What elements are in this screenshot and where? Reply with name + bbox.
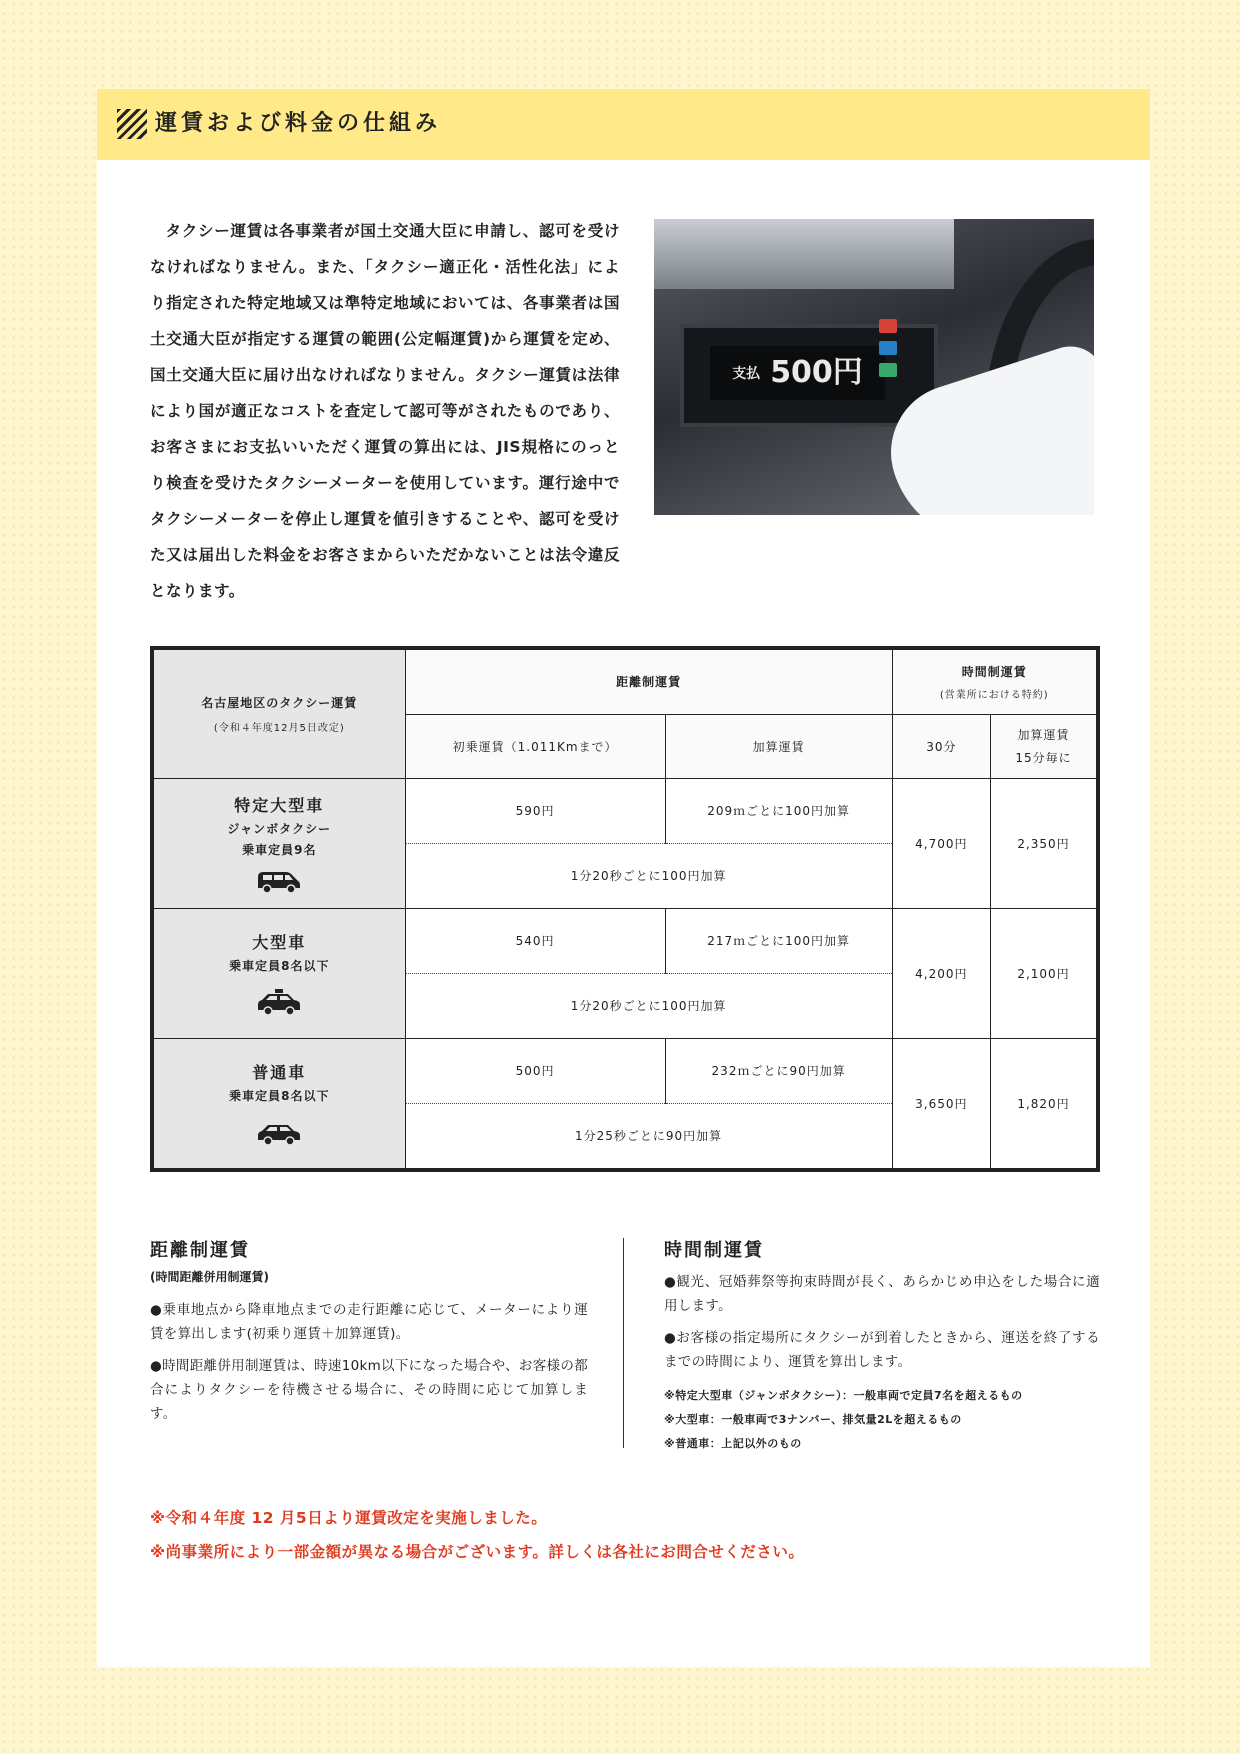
taxi-meter-photo (654, 219, 1094, 515)
initial-fare: 500円 (405, 1038, 665, 1103)
vehicle-note: ※特定大型車（ジャンボタクシー）：一般車両で定員7名を超えるもの (664, 1389, 1023, 1402)
meter-button-green (879, 363, 897, 377)
time-additional-fare: 1分20秒ごとに100円加算 (405, 843, 892, 908)
additional-fare: 232ｍごとに90円加算 (665, 1038, 892, 1103)
time-fare-header-sub: (営業所における特約) (939, 689, 1049, 701)
time-paragraph-1: ●観光、冠婚葬祭等拘束時間が長く、あらかじめ申込をした場合に適用します。 (664, 1274, 1100, 1314)
fare-15min: 2,100円 (991, 908, 1098, 1038)
meter-label: 支払 (732, 365, 761, 382)
vehicle-sub: ジャンボタクシー (227, 821, 332, 836)
sedan-icon (256, 1122, 302, 1146)
col-15min-line2: 15分毎に (1015, 751, 1072, 766)
table-row (152, 908, 1098, 973)
vehicle-category (152, 1038, 405, 1170)
section-divider (623, 1238, 624, 1448)
col-30min: 30分 (892, 714, 990, 778)
time-fare-header-title: 時間制運賃 (961, 664, 1027, 679)
time-fare-header (892, 648, 1098, 714)
fare-15min: 2,350円 (991, 778, 1098, 908)
meter-value: 500円 (770, 355, 863, 390)
intro-paragraph: タクシー運賃は各事業者が国土交通大臣に申請し、認可を受けなければなりません。また、「タクシー適正化・活性化法」により指定された特定地域又は準特定地域においては、各事業者は国土交通大臣が指定する運賃の範囲(公定幅運賃)から運賃を定め、国土交通大臣に届け出なければなりません。タクシー運賃は法律により国が適正なコストを査定して認可等がされたものであり、お客さまにお支払いいただく運賃の算出には、JIS規格にのっとり検査を受けたタクシーメーターを使用しています。運行途中でタクシーメーターを停止し運賃を値引きすることや、認可を受けた又は届出した料金をお客さまからいただかないことは法令違反となります。 (150, 222, 620, 600)
vehicle-category (152, 908, 405, 1038)
vehicle-capacity: 乗車定員9名 (242, 842, 317, 857)
col-initial-fare: 初乗運賃（1.011Kmまで） (405, 714, 665, 778)
time-additional-fare: 1分25秒ごとに90円加算 (405, 1103, 892, 1170)
vehicle-category (152, 778, 405, 908)
taxi-icon (256, 988, 302, 1016)
initial-fare: 540円 (405, 908, 665, 973)
navigation-screen (654, 219, 954, 289)
fare-30min: 4,700円 (892, 778, 990, 908)
section-header (97, 89, 1150, 160)
table-corner (152, 648, 405, 778)
table-row (152, 1038, 1098, 1103)
additional-fare: 217ｍごとに100円加算 (665, 908, 892, 973)
distance-section-title: 距離制運賃 (150, 1240, 250, 1261)
vehicle-name: 普通車 (252, 1063, 307, 1083)
fare-30min: 3,650円 (892, 1038, 990, 1170)
distance-paragraph-2: ●時間距離併用制運賃は、時速10km以下になった場合や、お客様の都合によりタクシーを待機させる場合に、その時間に応じて加算します。 (150, 1358, 588, 1422)
distance-paragraph-1: ●乗車地点から降車地点までの走行距離に応じて、メーターにより運賃を算出します(初乗り運賃＋加算運賃)。 (150, 1302, 588, 1342)
col-additional-fare: 加算運賃 (665, 714, 892, 778)
table-corner-sub: (令和４年度12月5日改定) (213, 722, 345, 734)
van-icon (256, 868, 302, 894)
fare-15min: 1,820円 (991, 1038, 1098, 1170)
vehicle-capacity: 乗車定員8名以下 (229, 1089, 330, 1104)
additional-fare: 209ｍごとに100円加算 (665, 778, 892, 843)
initial-fare: 590円 (405, 778, 665, 843)
vehicle-note: ※大型車：一般車両で3ナンバー、排気量2Lを超えるもの (664, 1413, 962, 1426)
fare-table (150, 646, 1100, 1172)
table-corner-title: 名古屋地区のタクシー運賃 (201, 695, 358, 710)
time-paragraph-2: ●お客様の指定場所にタクシーが到着したときから、運送を終了するまでの時間により、運賃を算出します。 (664, 1330, 1100, 1370)
fare-30min: 4,200円 (892, 908, 990, 1038)
distance-fare-header: 距離制運賃 (405, 648, 892, 714)
meter-button-blue (879, 341, 897, 355)
hatch-icon (117, 109, 147, 139)
meter-button-red (879, 319, 897, 333)
vehicle-note: ※普通車：上記以外のもの (664, 1437, 802, 1450)
table-row (152, 778, 1098, 843)
vehicle-capacity: 乗車定員8名以下 (229, 959, 330, 974)
time-section-title: 時間制運賃 (664, 1240, 764, 1261)
notice-revision: ※令和４年度 12 月5日より運賃改定を実施しました。 (150, 1509, 548, 1527)
col-15min (991, 714, 1098, 778)
notice-inquiry: ※尚事業所により一部金額が異なる場合がございます。詳しくは各社にお問合せください。 (150, 1543, 805, 1561)
distance-section-subtitle: (時間距離併用制運賃) (150, 1270, 269, 1284)
time-additional-fare: 1分20秒ごとに100円加算 (405, 973, 892, 1038)
page-title: 運賃および料金の仕組み (155, 111, 442, 136)
col-15min-line1: 加算運賃 (1017, 728, 1070, 743)
vehicle-name: 大型車 (252, 933, 307, 953)
meter-display (710, 346, 885, 400)
vehicle-name: 特定大型車 (234, 795, 325, 815)
taxi-meter (680, 324, 938, 427)
